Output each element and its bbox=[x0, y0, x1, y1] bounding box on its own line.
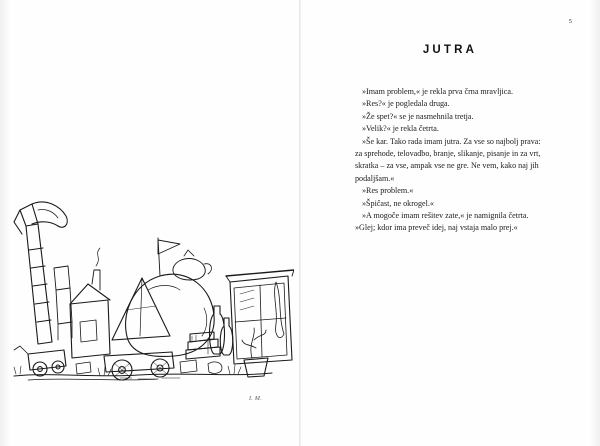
paragraph: »Špičast, ne okrogel.« bbox=[362, 198, 434, 208]
pile-of-objects-illustration bbox=[8, 164, 294, 394]
paragraph: »Velik?« je rekla četrta. bbox=[362, 124, 439, 134]
body-text bbox=[355, 86, 547, 235]
paragraph: »Res problem.« bbox=[362, 186, 414, 196]
right-page bbox=[300, 0, 600, 446]
page-number: 5 bbox=[568, 18, 572, 25]
paragraph: »Že spet?« se je nasmehnila tretja. bbox=[362, 111, 474, 121]
paragraph: »Res?« je pogledala druga. bbox=[362, 99, 450, 109]
chapter-title: JUTRA bbox=[422, 44, 478, 56]
artist-signature: I. M. bbox=[249, 396, 262, 402]
paragraph: »Imam problem,« je rekla prva črna mravljica. bbox=[362, 87, 514, 96]
paragraph: »A mogoče imam rešitev zate,« je namignila četrta. »Glej; kdor ima preveč idej, naj vstaja malo prej.« bbox=[355, 211, 529, 233]
paragraph: »Še kar. Tako rada imam jutra. Za vse so najbolj prava: za sprehode, telovadbo, branje, slikanje, pisanje in za vrt, skratka – za vse, ampak vse ne gre. Ne vem, kako naj jih podaljšam.« bbox=[355, 136, 541, 183]
